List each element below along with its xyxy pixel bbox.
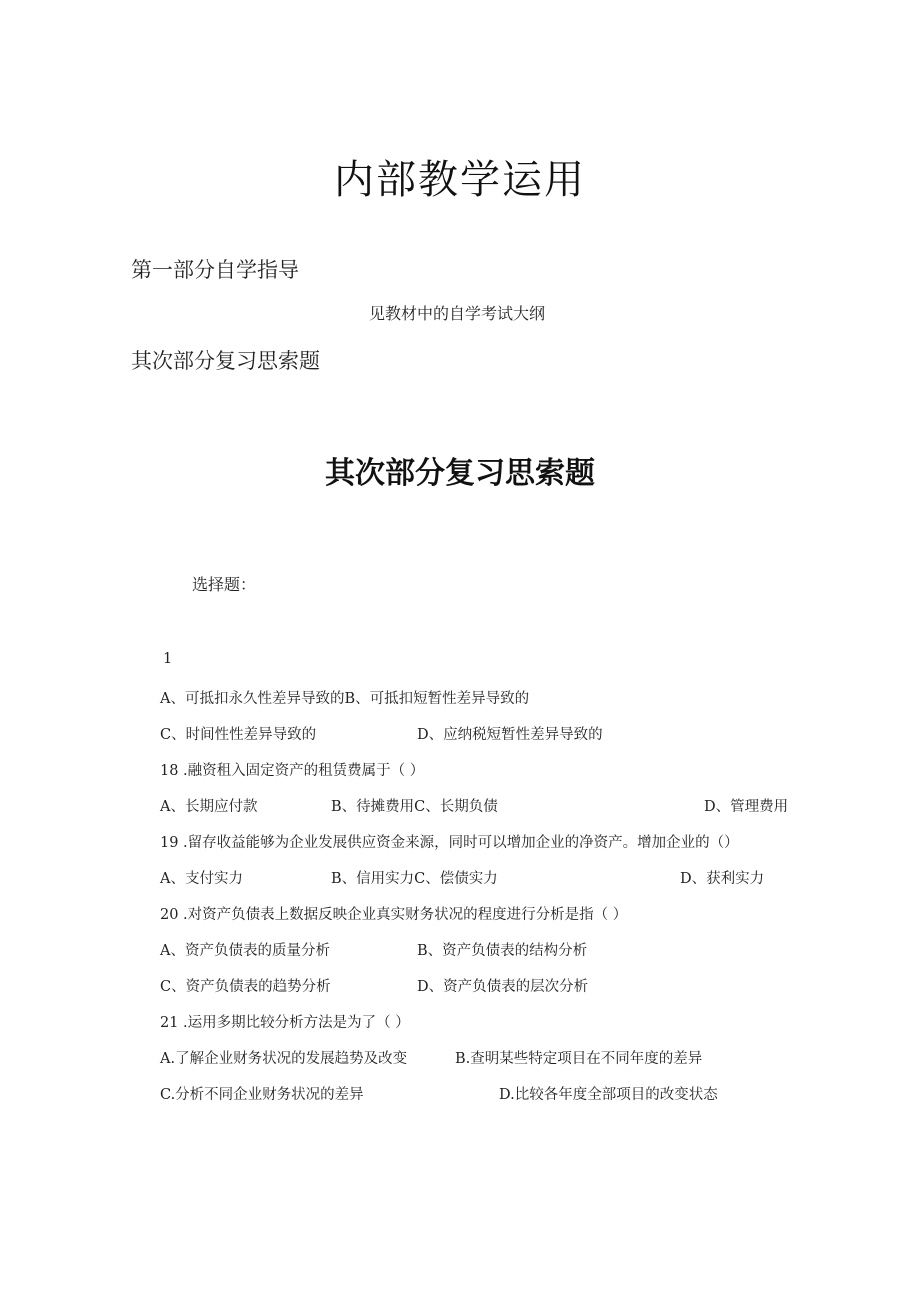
question-stem: 21 .运用多期比较分析方法是为了（ ） <box>160 1015 410 1031</box>
main-title: 内部教学运用 <box>334 157 586 203</box>
option-a: A、长期应付款 <box>160 799 258 815</box>
choice-label: 选择题： <box>192 575 257 594</box>
option-c: C、时间性性差异导致的 <box>160 727 317 743</box>
option-c: C.分析不同企业财务状况的差异 <box>160 1087 364 1103</box>
option-d: D、获利实力 <box>680 871 765 887</box>
option-a: A、资产负债表的质量分析 <box>160 943 330 959</box>
option-d: D、应纳税短暂性差异导致的 <box>417 727 603 743</box>
option-a: A.了解企业财务状况的发展趋势及改变 <box>160 1051 408 1067</box>
section-1-note: 见教材中的自学考试大纲 <box>369 304 546 323</box>
question-stem: 20 .对资产负债表上数据反映企业真实财务状况的程度进行分析是指（ ） <box>160 907 628 923</box>
option-d: D、资产负债表的层次分析 <box>417 979 589 995</box>
option-bc: B、信用实力C、偿债实力 <box>331 871 498 887</box>
question-stem: 18 .融资租入固定资产的租赁费属于（ ） <box>160 763 425 779</box>
option-b: B、资产负债表的结构分析 <box>417 943 588 959</box>
section-2-bold-title: 其次部分复习思索题 <box>325 456 595 491</box>
option-b: B.查明某些特定项目在不同年度的差异 <box>455 1051 703 1067</box>
option-d: D、管理费用 <box>704 799 789 815</box>
question-stem: 19 .留存收益能够为企业发展供应资金来源，同时可以增加企业的净资产。增加企业的（） <box>160 835 739 851</box>
question-number: 1 <box>163 651 173 667</box>
option-ab: A、可抵扣永久性差异导致的B、可抵扣短暂性差异导致的 <box>160 691 530 707</box>
section-2-heading: 其次部分复习思索题 <box>131 349 320 373</box>
option-bc: B、待摊费用C、长期负债 <box>331 799 498 815</box>
option-a: A、支付实力 <box>160 871 243 887</box>
section-1-heading: 第一部分自学指导 <box>131 258 299 282</box>
option-c: C、资产负债表的趋势分析 <box>160 979 331 995</box>
option-d: D.比较各年度全部项目的改变状态 <box>499 1087 718 1103</box>
